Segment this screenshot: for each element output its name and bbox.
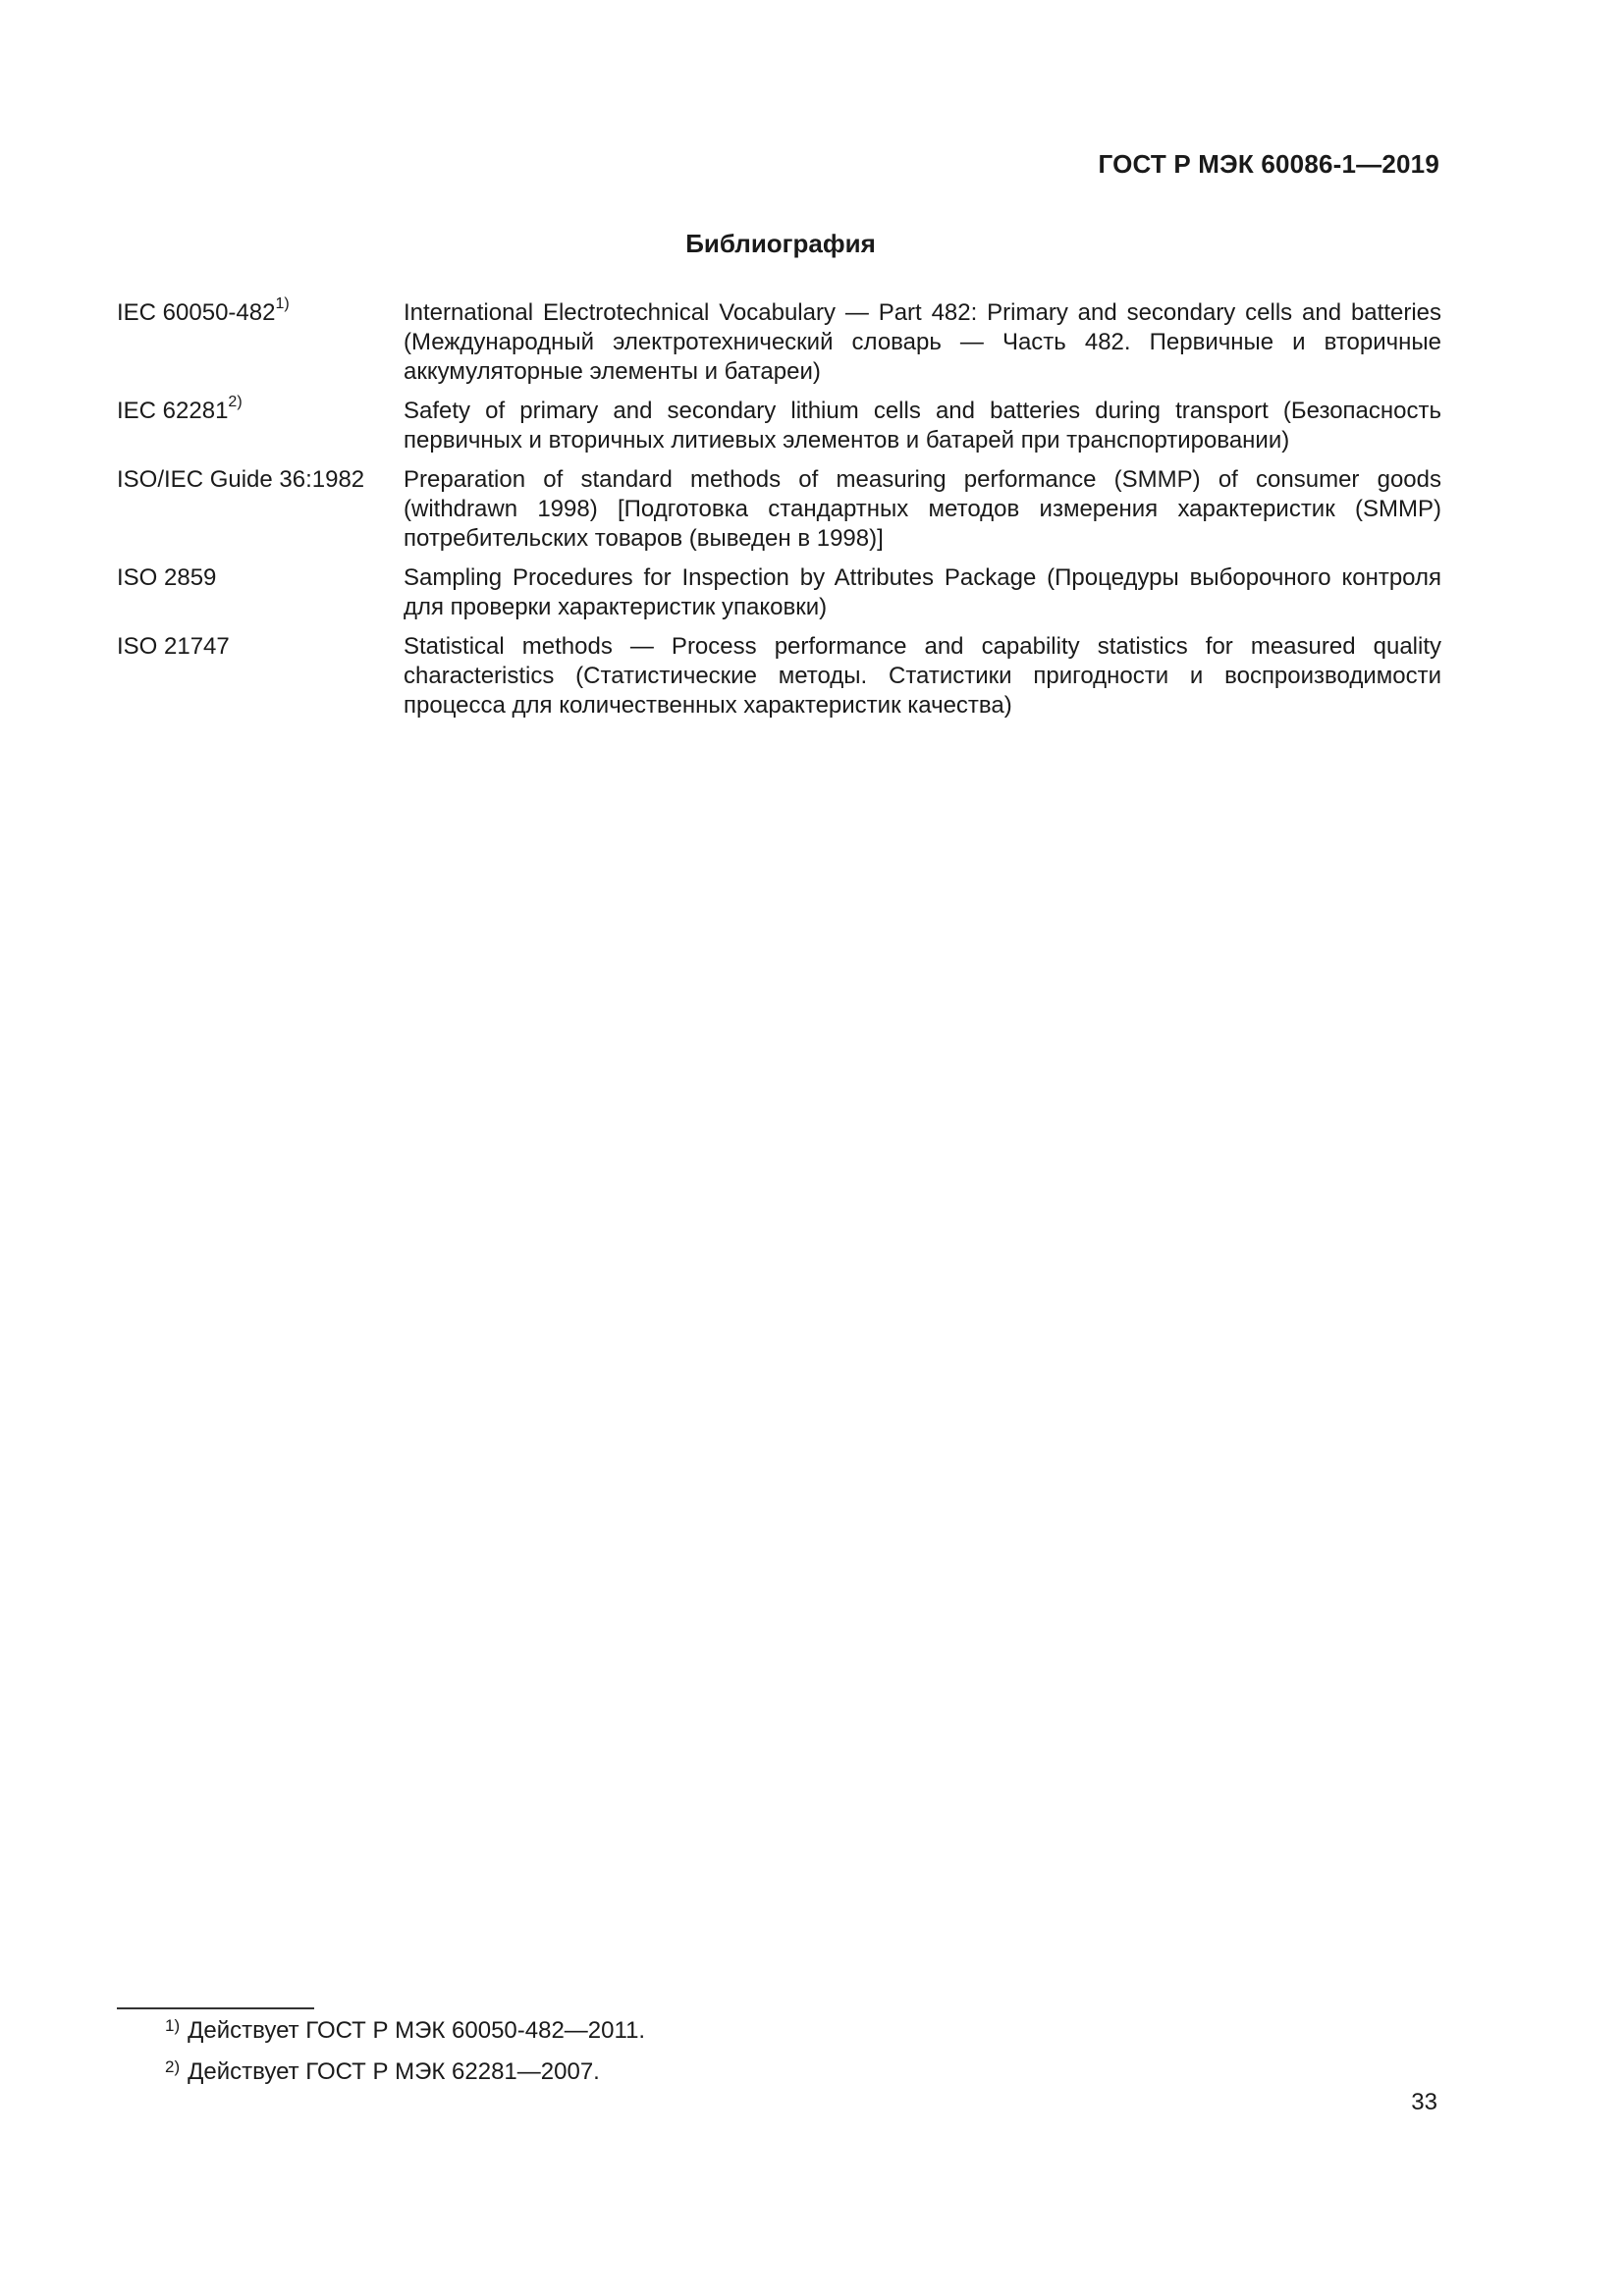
document-code-header: ГОСТ Р МЭК 60086-1—2019 bbox=[1098, 149, 1439, 179]
entry-description: International Electrotechnical Vocabulary — Part 482: Primary and secondary cells and batteries (Международный электротехнический словарь — Часть 482. Первичные и вторичные аккумуляторные элементы и батареи) bbox=[404, 299, 1441, 385]
entry-reference bbox=[117, 632, 404, 662]
bibliography-entry bbox=[117, 394, 1441, 455]
reference-code: ISO 21747 bbox=[117, 633, 230, 660]
footnote-text: Действует ГОСТ Р МЭК 62281—2007. bbox=[188, 2058, 600, 2085]
reference-code: ISO/IEC Guide 36:1982 bbox=[117, 466, 365, 493]
reference-code: ISO 2859 bbox=[117, 564, 217, 591]
reference-code: IEC 62281 bbox=[117, 398, 229, 424]
bibliography-entry bbox=[117, 563, 1441, 622]
footnote-mark: 2) bbox=[228, 394, 243, 410]
entry-reference bbox=[117, 394, 404, 426]
bibliography-title: Библиография bbox=[685, 229, 876, 258]
entry-description: Statistical methods — Process performance and capability statistics for measured quality characteristics (Статистические методы. Статистики пригодности и воспроизводимости процесса для количественных характеристик качества) bbox=[404, 633, 1441, 719]
footnotes bbox=[165, 2016, 1049, 2099]
entry-description: Safety of primary and secondary lithium cells and batteries during transport (Безопасность первичных и вторичных литиевых элементов и батарей при транспортировании) bbox=[404, 398, 1441, 454]
footnote-marker: 1) bbox=[165, 2016, 181, 2035]
page-number: 33 bbox=[1411, 2089, 1437, 2115]
footnote-marker: 2) bbox=[165, 2057, 181, 2076]
entry-reference bbox=[117, 465, 404, 495]
entry-reference bbox=[117, 295, 404, 328]
footnote-separator bbox=[117, 2007, 314, 2009]
entry-reference bbox=[117, 563, 404, 593]
bibliography-list bbox=[117, 295, 1441, 730]
bibliography-entry bbox=[117, 295, 1441, 387]
bibliography-entry bbox=[117, 465, 1441, 554]
footnote-mark: 1) bbox=[275, 295, 290, 312]
footnote-text: Действует ГОСТ Р МЭК 60050-482—2011. bbox=[188, 2017, 646, 2044]
bibliography-entry bbox=[117, 632, 1441, 721]
entry-description: Sampling Procedures for Inspection by Attributes Package (Процедуры выборочного контроля для проверки характеристик упаковки) bbox=[404, 564, 1441, 620]
footnote bbox=[165, 2016, 1049, 2048]
footnote bbox=[165, 2057, 1049, 2089]
entry-description: Preparation of standard methods of measuring performance (SMMP) of consumer goods (withdrawn 1998) [Подготовка стандартных методов измерения характеристик (SMMP) потребительских товаров (выведен в 1998)] bbox=[404, 466, 1441, 552]
reference-code: IEC 60050-482 bbox=[117, 299, 276, 326]
